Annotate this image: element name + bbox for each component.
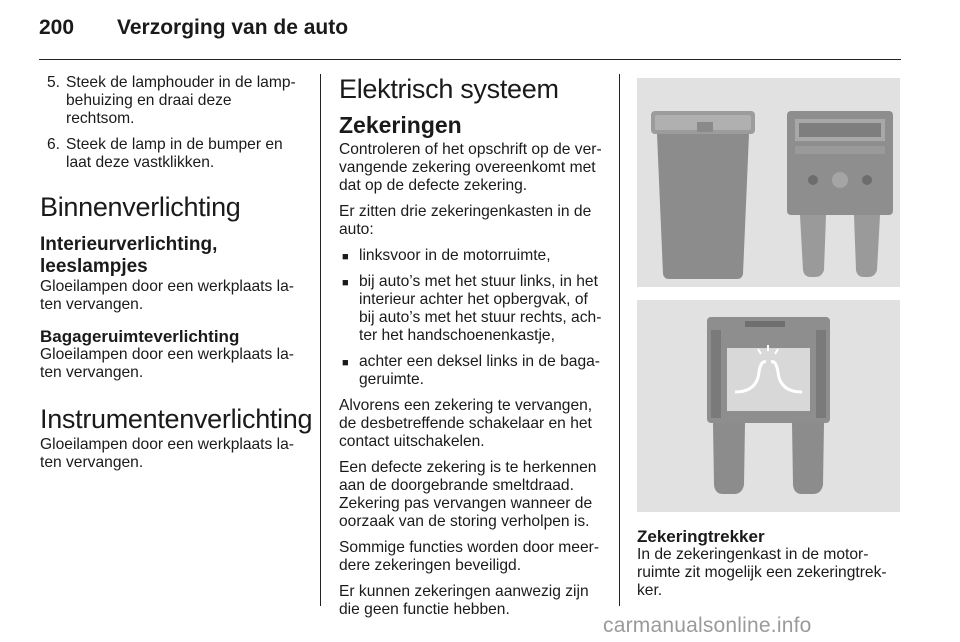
section-heading-elektrisch-systeem: Elektrisch systeem [339, 74, 559, 104]
page-number: 200 [39, 16, 75, 39]
column-middle [339, 74, 603, 627]
figure-fuses [637, 78, 900, 287]
watermark: carmanualsonline.info [603, 614, 812, 637]
subheading-interieurverlichting: Interieurverlichting, leeslampjes [40, 234, 218, 277]
section-heading-instrumentenverlichting: Instrumentenverlichting [40, 404, 313, 434]
header-rule [39, 59, 901, 60]
paragraph: Gloeilampen door een werkplaats la- ten vervangen. [40, 436, 294, 471]
column-right-text [637, 528, 900, 608]
paragraph: Alvorens een zekering te vervangen, de desbetreffende schakelaar en het contact uitschakelen. [339, 397, 593, 450]
paragraph: In de zekeringenkast in de motor- ruimte zit mogelijk een zekeringtrek- ker. [637, 546, 887, 599]
subheading-bagageruimteverlichting: Bagageruimteverlichting [40, 327, 240, 346]
column-divider [320, 74, 321, 606]
paragraph: Er kunnen zekeringen aanwezig zijn die geen functie hebben. [339, 583, 589, 618]
list-item [40, 136, 302, 172]
fuse-illustration-icon [637, 78, 900, 287]
list-item [339, 247, 603, 265]
column-divider [619, 74, 620, 606]
bullet-text: linksvoor in de motorruimte, [359, 247, 551, 264]
paragraph: Een defecte zekering is te herkennen aan de doorgebrande smeltdraad. Zekering pas vervangen wanneer de oorzaak van de storing verholpen is. [339, 459, 597, 530]
step-number: 6. [47, 136, 61, 153]
bullet-icon: ■ [342, 357, 349, 369]
list-item [339, 353, 603, 389]
list-item [339, 273, 603, 345]
section-heading-binnenverlichting: Binnenverlichting [40, 192, 241, 222]
step-number: 5. [47, 74, 61, 91]
step-text: Steek de lamphouder in de lamp- behuizing en draai deze rechtsom. [66, 74, 296, 127]
paragraph: Gloeilampen door een werkplaats la- ten vervangen. [40, 278, 294, 313]
bullet-text: achter een deksel links in de baga- geruimte. [359, 353, 600, 388]
bullet-text: bij auto’s met het stuur links, in het interieur achter het opbergvak, of bij auto’s met het stuur rechts, ach- ter het handschoenenkastje, [359, 273, 602, 344]
paragraph: Er zitten drie zekeringenkasten in de auto: [339, 203, 592, 238]
page-title: Verzorging van de auto [117, 16, 349, 39]
step-text: Steek de lamp in de bumper en laat deze vastklikken. [66, 136, 283, 171]
column-left [40, 74, 313, 480]
list-item [40, 74, 302, 128]
bullet-icon: ■ [342, 251, 349, 263]
blown-fuse-icon [637, 300, 900, 512]
paragraph: Gloeilampen door een werkplaats la- ten vervangen. [40, 346, 294, 381]
subheading-zekeringen: Zekeringen [339, 112, 462, 138]
paragraph: Controleren of het opschrift op de ver- vangende zekering overeenkomt met dat op de defecte zekering. [339, 141, 602, 194]
bullet-icon: ■ [342, 277, 349, 289]
figure-fuse-blown [637, 300, 900, 512]
paragraph: Sommige functies worden door meer- dere zekeringen beveiligd. [339, 539, 600, 574]
subheading-zekeringtrekker: Zekeringtrekker [637, 527, 765, 546]
